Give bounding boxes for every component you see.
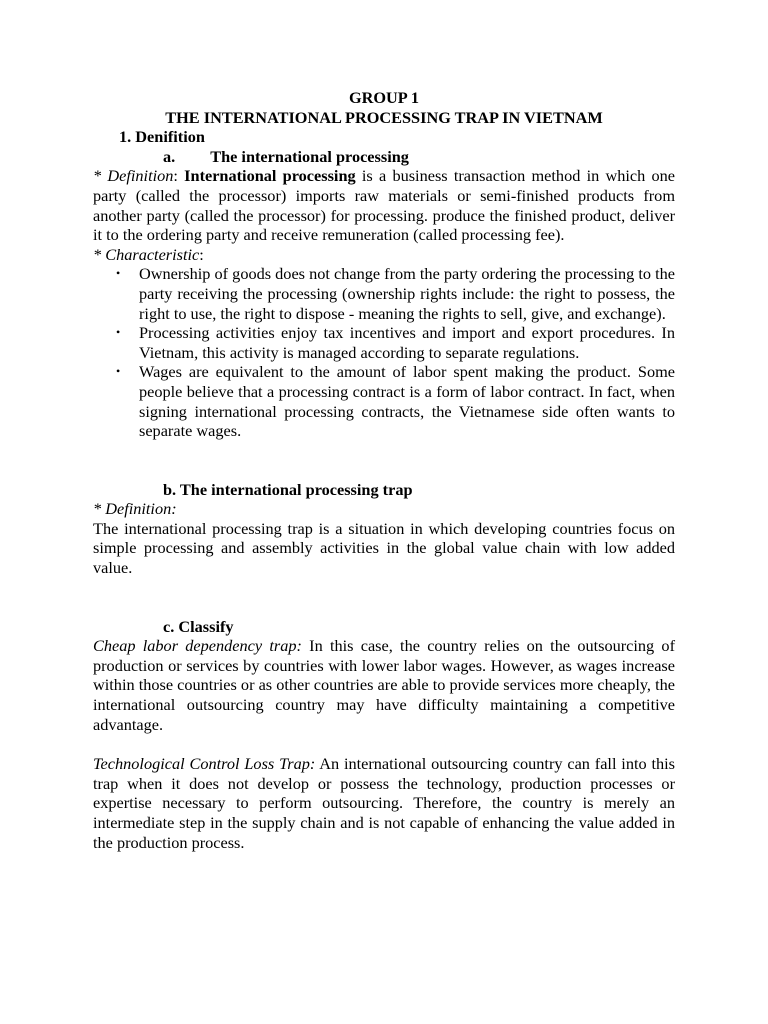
list-item	[116, 264, 675, 323]
list-item	[116, 323, 675, 362]
characteristic-list	[93, 264, 675, 440]
cheap-labor-label: Cheap labor dependency trap:	[93, 636, 302, 656]
bullet-icon: •	[116, 364, 121, 379]
definition-term: International processing	[184, 166, 356, 186]
subsection-a-heading	[163, 147, 675, 167]
trap-definition-paragraph: The international processing trap is a situation in which developing countries focus on simple processing and assembly activities in the global value chain with low added value.	[93, 518, 675, 578]
subsection-c-heading: c. Classify	[163, 616, 234, 636]
definition-label: * Definition	[93, 166, 174, 186]
tech-control-text: An international outsourcing country can fall into this trap when it does not develop or possess the technology, production processes or expertise necessary to perform outsourcing. Therefore, the country is merely an intermediate step in the supply chain and is not capable of enhancing the value added in the production process.	[93, 754, 675, 852]
characteristic-label: * Characteristic	[93, 244, 200, 264]
document-body	[93, 88, 675, 852]
definition-paragraph	[93, 166, 675, 244]
definition-text: is a business transaction method in which one party (called the processor) imports raw materials or semi-finished products from another party (called the processor) for processing. produce the finished product, deliver it to the ordering party and receive remuneration (called processing fee).	[93, 166, 676, 245]
section-1-heading: 1. Denifition	[119, 127, 205, 147]
characteristic-label-line	[93, 245, 675, 265]
definition-colon: :	[173, 166, 185, 186]
subsection-b-heading: b. The international processing trap	[163, 479, 413, 499]
group-label: GROUP 1	[348, 88, 420, 107]
list-item-text: Ownership of goods does not change from the party ordering the processing to the party receiving the processing (ownership rights include: the right to possess, the right to use, the right to dispose - meaning the rights to sell, give, and exchange).	[139, 264, 675, 323]
cheap-labor-paragraph	[93, 636, 675, 734]
characteristic-colon: :	[199, 244, 204, 264]
list-item-text: Processing activities enjoy tax incentives and import and export procedures. In Vietnam, this activity is managed according to separate regulations.	[139, 323, 675, 362]
bullet-icon: •	[116, 266, 121, 281]
trap-definition-label-line	[93, 499, 675, 519]
tech-control-label: Technological Control Loss Trap:	[93, 754, 316, 774]
list-item	[116, 362, 675, 441]
list-item-text: Wages are equivalent to the amount of labor spent making the product. Some people believe that a processing contract is a form of labor contract. In fact, when signing international processing contracts, the Vietnamese side often wants to separate wages.	[139, 362, 675, 441]
trap-definition-label: * Definition:	[93, 499, 177, 519]
document-title: THE INTERNATIONAL PROCESSING TRAP IN VIETNAM	[165, 107, 603, 127]
subsection-a-title: The international processing	[210, 146, 409, 166]
subsection-a-marker: a.	[163, 146, 176, 166]
bullet-icon: •	[116, 325, 121, 340]
cheap-labor-text: In this case, the country relies on the outsourcing of production or services by countries with lower labor wages. However, as wages increase within those countries or as other countries are able to provide services more cheaply, the international outsourcing country may have difficulty maintaining a competitive advantage.	[93, 636, 675, 734]
tech-control-paragraph	[93, 754, 675, 852]
